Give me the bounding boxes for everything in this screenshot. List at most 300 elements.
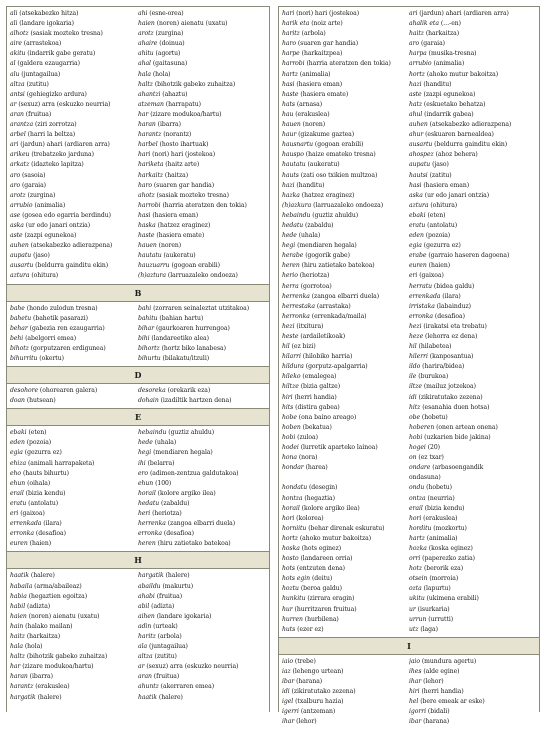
- dictionary-entry: [10, 251, 138, 261]
- headword: aztura: [409, 201, 429, 209]
- entry-list-left: [10, 9, 138, 282]
- dictionary-entry: [282, 352, 409, 362]
- headword: hiri: [409, 688, 420, 696]
- dictionary-entry: [282, 130, 409, 140]
- headword: antsi: [10, 90, 25, 98]
- dictionary-entry: [282, 292, 409, 302]
- dictionary-entry: [138, 261, 266, 271]
- dictionary-entry: [10, 110, 138, 120]
- dictionary-entry: [282, 677, 409, 687]
- gloss: (gizakume gaztea): [298, 131, 355, 139]
- headword: hoska: [282, 544, 300, 552]
- dictionary-entry: [409, 90, 536, 100]
- entry-list-right: [138, 386, 266, 406]
- dictionary-entry: [138, 150, 266, 160]
- gloss: (gabezia ren ezaugarria): [29, 324, 105, 332]
- headword: (h)aztura: [138, 272, 166, 280]
- dictionary-entry: [409, 80, 536, 90]
- dictionary-entry: [409, 534, 536, 544]
- dictionary-entry: [282, 282, 409, 292]
- gloss: (ur edo janari ontzia): [424, 191, 490, 199]
- gloss: (hurbilena): [304, 615, 339, 623]
- gloss: (bideа galdu): [433, 282, 475, 290]
- dictionary-entry: [138, 271, 266, 281]
- dictionary-entry: [282, 9, 409, 19]
- letter-section: [7, 551, 269, 704]
- dictionary-entry: [282, 625, 409, 635]
- dictionary-entry: [10, 571, 138, 581]
- gloss: (isurkaria): [417, 605, 450, 613]
- headword: hauts: [282, 171, 299, 179]
- headword: heze: [409, 333, 424, 340]
- headword: aihen: [138, 612, 155, 620]
- gloss: (hurritzaren fruitua): [294, 605, 357, 613]
- gloss: (gaurkoaren hurrengoa): [155, 324, 230, 332]
- headword: ihar: [282, 718, 295, 726]
- headword: arikeu: [10, 151, 30, 159]
- gloss: (haitza): [164, 171, 189, 179]
- headword: aztura: [10, 272, 30, 280]
- headword: ahal: [138, 60, 151, 68]
- headword: obe: [409, 413, 421, 421]
- gloss: (hola): [24, 643, 43, 651]
- dictionary-entry: [409, 70, 536, 80]
- headword: herronka: [282, 312, 310, 320]
- gloss: (gezurra ez): [24, 449, 62, 457]
- headword: ali: [10, 10, 18, 17]
- headword: eratu: [10, 499, 27, 507]
- headword: hiri: [282, 393, 293, 401]
- dictionary-entry: [409, 322, 536, 332]
- dictionary-entry: [10, 642, 138, 652]
- headword: ausartu: [10, 262, 34, 270]
- dictionary-entry: [282, 657, 409, 667]
- dictionary-entry: [10, 693, 138, 703]
- headword: desoreka: [138, 387, 166, 395]
- headword: atzeman: [138, 100, 164, 108]
- gloss: (garaia): [420, 40, 445, 48]
- dictionary-entry: [409, 594, 536, 604]
- dictionary-entry: [138, 438, 266, 448]
- gloss: (zati oso txikien multzoa): [300, 171, 378, 179]
- gloss: (noren) aienatu (uxatu): [156, 20, 228, 28]
- dictionary-entry: [282, 514, 409, 524]
- headword: habaila: [10, 582, 33, 590]
- dictionary-entry: [138, 324, 266, 334]
- section-letter-header: [279, 637, 539, 655]
- dictionary-entry: [138, 571, 266, 581]
- headword: arbel: [10, 131, 26, 139]
- dictionary-entry: [282, 342, 409, 352]
- gloss: (errenkada/maila): [311, 312, 367, 320]
- gloss: (harana): [423, 718, 450, 726]
- headword: aste: [409, 90, 422, 98]
- dictionary-entry: [138, 211, 266, 221]
- gloss: (ibarra): [157, 121, 181, 129]
- gloss: (uhala): [298, 232, 321, 240]
- dictionary-entry: [138, 241, 266, 251]
- headword: ehun: [138, 479, 154, 487]
- dictionary-entry: [10, 519, 138, 529]
- dictionary-entry: [409, 282, 536, 292]
- letter-section: [7, 6, 269, 284]
- gloss: (bere emeak ar eske): [420, 698, 485, 706]
- gloss: (heriotza): [299, 272, 330, 280]
- gloss: (eskuaren barnealdea): [425, 131, 494, 139]
- headword: doan: [10, 397, 25, 405]
- dictionary-entry: [10, 612, 138, 622]
- gloss: (animalia): [299, 70, 331, 78]
- dictionary-entry: [10, 9, 138, 19]
- entries-body: [7, 426, 269, 551]
- dictionary-entry: [409, 211, 536, 221]
- dictionary-entry: [282, 403, 409, 413]
- headword: hala: [10, 643, 23, 651]
- gloss: (harkaitza): [425, 30, 460, 38]
- headword: hartz: [282, 70, 298, 78]
- gloss: (harea): [305, 464, 328, 472]
- headword: auhen: [10, 242, 29, 250]
- headword: ehiza: [10, 459, 27, 467]
- gloss: (doinua): [159, 40, 185, 48]
- headword: ar: [10, 100, 17, 108]
- headword: hodei: [282, 444, 299, 452]
- dictionary-entry: [10, 211, 138, 221]
- dictionary-entry: [138, 29, 266, 39]
- headword: aro: [10, 171, 21, 179]
- gloss: (atsekabezko adierazpena): [30, 242, 113, 250]
- headword: haran: [10, 673, 28, 681]
- headword: ibar: [409, 718, 422, 726]
- dictionary-entry: [409, 130, 536, 140]
- dictionary-entry: [10, 150, 138, 160]
- gloss: (halere): [30, 572, 55, 580]
- headword: erail: [409, 504, 423, 512]
- headword: hots egin: [282, 575, 311, 583]
- headword: haritz: [282, 30, 300, 38]
- dictionary-entry: [282, 574, 409, 584]
- headword: hazka: [282, 191, 300, 199]
- headword: hel: [409, 698, 419, 706]
- gloss: (arbasoengandik: [432, 464, 484, 472]
- gloss: (belarra): [147, 459, 175, 467]
- dictionary-entry: [138, 160, 266, 170]
- dictionary-entry: [10, 100, 138, 110]
- gloss: (eten): [28, 429, 47, 437]
- headword: haien: [138, 20, 155, 28]
- gloss: (20): [427, 444, 441, 452]
- entry-list-left: [10, 571, 138, 702]
- dictionary-entry: [138, 181, 266, 191]
- gloss: (handitu): [296, 181, 325, 189]
- dictionary-entry: [409, 453, 536, 463]
- headword: on: [409, 454, 417, 462]
- gloss: (gosea edo egarria berdindu): [22, 211, 111, 219]
- headword: bahi: [138, 304, 152, 312]
- dictionary-entry: [10, 662, 138, 672]
- dictionary-entry: [282, 564, 409, 574]
- gloss: (hatzez eraginez): [157, 221, 211, 229]
- gloss: (harria ateratzen den tokia): [162, 201, 247, 209]
- headword: arantza: [10, 121, 34, 129]
- gloss: (agortu): [155, 50, 181, 58]
- dictionary-entry: [138, 171, 266, 181]
- headword: irristaka: [409, 302, 435, 310]
- gloss: (zabaldu): [305, 221, 334, 229]
- headword: heste: [282, 333, 299, 340]
- dictionary-entry: [138, 632, 266, 642]
- dictionary-entry: [138, 428, 266, 438]
- gloss: (ilara): [43, 520, 62, 528]
- gloss: (akerraren emea): [160, 683, 215, 691]
- dictionary-entry: [282, 110, 409, 120]
- dictionary-entry: [282, 443, 409, 453]
- gloss: (hegaztien egoitza): [28, 592, 88, 600]
- dictionary-entry: [10, 479, 138, 489]
- gloss: (hots eginez): [301, 544, 342, 552]
- headword: ihar: [409, 678, 422, 685]
- dictionary-entry: [282, 29, 409, 39]
- headword: herrestaka: [282, 302, 315, 310]
- dictionary-entry: [409, 241, 536, 251]
- gloss: (landareen orria): [300, 555, 353, 563]
- gloss: (fruitua): [25, 110, 52, 118]
- gloss: (ibarra): [29, 673, 53, 681]
- headword: bihurtu: [138, 355, 161, 362]
- headword: ausartu: [409, 141, 433, 149]
- headword: bihar: [138, 324, 155, 332]
- headword: urrun: [409, 615, 427, 623]
- gloss: (handitu): [423, 80, 452, 88]
- gloss: (hauts bihurtu): [22, 469, 69, 477]
- gloss: (atsekabezko hitza): [19, 10, 79, 17]
- dictionary-entry: [138, 304, 266, 314]
- dictionary-entry: [138, 489, 266, 499]
- gloss: (lehorra ez dena): [425, 333, 478, 340]
- right-column: [278, 6, 540, 726]
- gloss: (ziri zorrotza): [34, 121, 77, 129]
- headword: hobi: [409, 433, 423, 441]
- dictionary-entry: [282, 49, 409, 59]
- gloss: (gogoan erabili): [314, 141, 364, 149]
- gloss: (indarrik gabe geratu): [27, 50, 96, 58]
- gloss: (sasoia): [21, 171, 46, 179]
- gloss: (haitz arte): [165, 161, 200, 169]
- dictionary-entry: [10, 29, 138, 39]
- headword: hari: [138, 151, 151, 159]
- dictionary-entry: [10, 448, 138, 458]
- headword: ahalik eta: [409, 20, 439, 28]
- dictionary-entry: [282, 241, 409, 251]
- entry-list-left: [10, 386, 138, 406]
- headword: hiltze: [282, 383, 299, 391]
- dictionary-entry: [409, 717, 536, 727]
- gloss: (adimen-zentzua galdutakoa): [149, 469, 239, 477]
- headword: aran: [10, 110, 24, 118]
- headword: hegi: [282, 242, 296, 250]
- gloss: (zikiratutako zezena): [418, 393, 483, 401]
- dictionary-entry: [138, 479, 266, 489]
- gloss: (ez txar): [418, 454, 444, 462]
- gloss: (behar direnak eskuratu): [308, 524, 385, 532]
- headword: haste: [138, 232, 155, 240]
- headword: ahi: [138, 10, 148, 17]
- headword: harpa: [409, 50, 427, 58]
- dictionary-entry: [409, 393, 536, 403]
- headword: ondu: [409, 484, 425, 492]
- gloss: (hondo zulodun tresna): [26, 304, 98, 312]
- headword: hautatu: [138, 252, 162, 260]
- headword: haltz: [10, 653, 25, 661]
- entries-body: [7, 7, 269, 284]
- gloss: (suaren gar handia): [153, 181, 215, 189]
- headword: hebaindu: [282, 211, 311, 219]
- headword: herrenka: [282, 292, 310, 300]
- headword: ase: [10, 211, 21, 219]
- headword: euren: [10, 540, 28, 548]
- headword: ahur: [409, 131, 424, 139]
- dictionary-entry: [138, 519, 266, 529]
- headword: herio: [282, 272, 298, 280]
- dictionary-entry: [138, 70, 266, 80]
- headword: hoben: [282, 423, 301, 431]
- dictionary-entry: [10, 672, 138, 682]
- dictionary-entry: [409, 677, 536, 687]
- letter-section: [7, 284, 269, 367]
- dictionary-entry: [10, 130, 138, 140]
- gloss: (gorputzaren erdigunea): [30, 344, 106, 352]
- dictionary-entry: [138, 221, 266, 231]
- dictionary-entry: [10, 438, 138, 448]
- dictionary-entry: [138, 110, 266, 120]
- entry-list-left: [282, 9, 409, 635]
- dictionary-entry: [409, 150, 536, 160]
- headword: habia: [10, 592, 27, 600]
- gloss: (distira gabea): [295, 403, 340, 411]
- gloss: (landareetiko alea): [151, 334, 209, 342]
- dictionary-entry: [282, 70, 409, 80]
- gloss: (bihotzik gabeko zuhaitza): [154, 80, 236, 88]
- dictionary-entry: [138, 386, 266, 396]
- headword: iaio: [282, 657, 293, 665]
- headword: orri: [409, 555, 421, 563]
- dictionary-entry: [409, 574, 536, 584]
- headword: harrobi: [138, 201, 161, 209]
- dictionary-entry: [409, 29, 536, 39]
- gloss: (larruazaleko ondoeza): [167, 272, 238, 280]
- dictionary-entry: [10, 682, 138, 692]
- gloss: (desegin): [308, 484, 338, 492]
- gloss: (oihala): [27, 479, 51, 487]
- headword: arotz: [10, 191, 26, 199]
- dictionary-entry: [10, 509, 138, 519]
- dictionary-entry: [282, 463, 409, 473]
- gloss: (kolore argiko ilea): [157, 489, 216, 497]
- dictionary-entry: [10, 632, 138, 642]
- gloss: (landare igokaria): [19, 20, 74, 28]
- headword: aska: [10, 221, 24, 229]
- gloss: (gogorik gabe): [305, 252, 350, 260]
- dictionary-entry: [282, 687, 409, 697]
- dictionary-entry: [138, 231, 266, 241]
- dictionary-entry: [138, 19, 266, 29]
- gloss: (adizta): [151, 602, 175, 610]
- headword: ahaire: [138, 40, 158, 48]
- gloss: (kolorea): [296, 514, 324, 522]
- gloss: (halere): [165, 572, 190, 580]
- headword: bihurritu: [10, 355, 38, 362]
- gloss: (juntagailua): [148, 643, 188, 651]
- dictionary-entry: [10, 140, 138, 150]
- gloss: (lurretik aparteko lainoa): [300, 444, 378, 452]
- dictionary-entry: [409, 544, 536, 554]
- headword: heri: [138, 510, 151, 518]
- gloss: (idazteko lapitza): [31, 161, 84, 169]
- headword: idi: [282, 688, 290, 696]
- dictionary-entry: [282, 534, 409, 544]
- dictionary-entry: [409, 221, 536, 231]
- gloss: (eten): [427, 211, 446, 219]
- dictionary-entry: [409, 473, 536, 483]
- gloss: (gaixoa): [419, 272, 444, 280]
- dictionary-entry: [282, 494, 409, 504]
- gloss: (bekatua): [302, 423, 332, 431]
- section-letter: B: [134, 287, 142, 298]
- gloss: (harkaitzpea): [301, 50, 343, 58]
- headword: hortz: [409, 70, 425, 78]
- gloss: (hasiera eman): [296, 80, 343, 88]
- dictionary-entry: [282, 231, 409, 241]
- headword: hortz: [282, 534, 298, 542]
- gloss: (ahoko mutur bakoitza): [426, 70, 499, 78]
- headword: ukitu: [409, 595, 425, 603]
- headword: haitz: [10, 632, 25, 640]
- gloss: (musika-tresna): [428, 50, 477, 58]
- gloss: (zazpi egunekoa): [24, 232, 77, 240]
- headword: aupatu: [10, 252, 32, 260]
- headword: aro: [10, 181, 21, 189]
- dictionary-entry: [10, 396, 138, 406]
- dictionary-entry: [10, 622, 138, 632]
- gloss: (arma/abaileaz): [34, 582, 82, 590]
- gloss: (noren): [158, 242, 182, 250]
- headword: aire: [10, 40, 22, 48]
- dictionary-entry: [138, 201, 266, 211]
- dictionary-entry: [409, 697, 536, 707]
- gloss: (herri handia): [294, 393, 337, 401]
- headword: arkatz: [10, 161, 30, 169]
- dictionary-entry: [282, 382, 409, 392]
- dictionary-entry: [10, 90, 138, 100]
- headword: behar: [10, 324, 28, 332]
- dictionary-entry: [10, 344, 138, 354]
- dictionary-entry: [138, 314, 266, 324]
- headword: haatik: [10, 572, 29, 580]
- headword: horail: [138, 489, 156, 497]
- dictionary-entry: [282, 605, 409, 615]
- gloss: (hasiera emate): [300, 90, 349, 98]
- dictionary-entry: [409, 494, 536, 504]
- headword: haritz: [138, 632, 156, 640]
- headword: hargatik: [138, 572, 164, 580]
- gloss: (hasiera eman): [423, 181, 470, 189]
- gloss: (gaixoa): [20, 510, 45, 518]
- gloss: (zazpi egunekoa): [423, 90, 476, 98]
- dictionary-entry: [282, 697, 409, 707]
- headword: habil: [10, 602, 26, 610]
- gloss: (bizia kendu): [424, 504, 465, 512]
- headword: erronka: [10, 530, 35, 538]
